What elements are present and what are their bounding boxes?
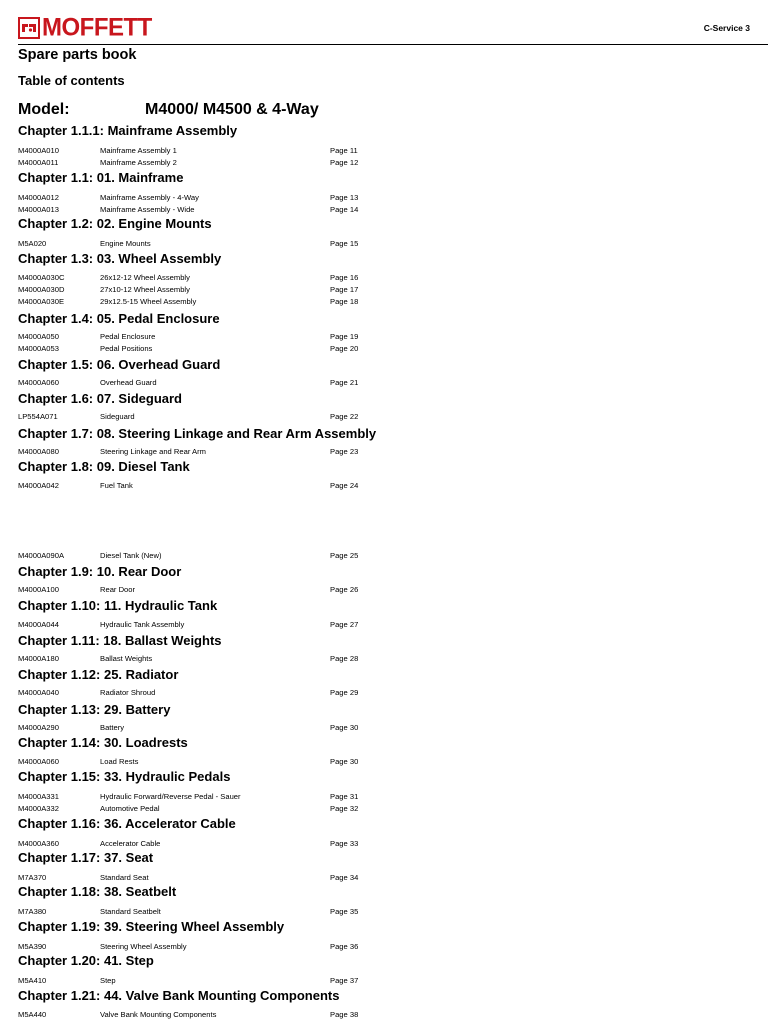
page-reference: Page 29	[330, 688, 359, 697]
part-number: M4000A040	[18, 688, 59, 697]
part-description: 29x12.5-15 Wheel Assembly	[100, 297, 197, 306]
chapter-heading: Chapter 1.16: 36. Accelerator Cable	[18, 816, 236, 831]
model-label: Model:	[18, 101, 70, 118]
part-number: M7A380	[18, 907, 47, 916]
service-label: C-Service 3	[703, 23, 750, 33]
page-reference: Page 37	[330, 976, 359, 985]
part-description: Standard Seat	[100, 873, 149, 882]
part-number: M4000A013	[18, 205, 59, 214]
part-number: M4000A332	[18, 804, 59, 813]
part-number: M4000A012	[18, 193, 59, 202]
part-row	[0, 343, 768, 355]
part-number: M4000A050	[18, 332, 59, 341]
part-description: Sideguard	[100, 412, 135, 421]
part-description: Mainframe Assembly 1	[100, 146, 177, 155]
part-number: M4000A044	[18, 620, 59, 629]
moffett-logo	[18, 13, 152, 42]
chapter-heading: Chapter 1.1: 01. Mainframe	[18, 170, 184, 185]
part-number: M4000A290	[18, 723, 59, 732]
part-number: M4000A010	[18, 146, 59, 155]
part-row	[0, 687, 768, 699]
chapter-heading: Chapter 1.21: 44. Valve Bank Mounting Components	[18, 988, 340, 1003]
part-description: Mainframe Assembly 2	[100, 158, 177, 167]
chapter-heading: Chapter 1.18: 38. Seatbelt	[18, 884, 177, 899]
part-row	[0, 331, 768, 343]
part-number: M4000A180	[18, 654, 59, 663]
header-divider	[18, 44, 768, 45]
chapter-heading: Chapter 1.14: 30. Loadrests	[18, 735, 188, 750]
part-number: M7A370	[18, 873, 47, 882]
page-reference: Page 27	[330, 620, 359, 629]
part-row	[0, 791, 768, 803]
page-reference: Page 30	[330, 723, 359, 732]
part-description: Hydraulic Tank Assembly	[100, 620, 185, 629]
toc-heading: Table of contents	[18, 73, 125, 88]
page-reference: Page 28	[330, 654, 359, 663]
chapter-heading: Chapter 1.5: 06. Overhead Guard	[18, 357, 221, 372]
chapter-heading: Chapter 1.12: 25. Radiator	[18, 667, 179, 682]
page-reference: Page 24	[330, 481, 359, 490]
part-number: M5A020	[18, 239, 47, 248]
part-description: Steering Linkage and Rear Arm	[100, 447, 206, 456]
part-row	[0, 480, 768, 492]
part-row	[0, 284, 768, 296]
page-reference: Page 19	[330, 332, 359, 341]
part-row	[0, 446, 768, 458]
page-reference: Page 11	[330, 146, 358, 155]
part-row	[0, 941, 768, 953]
part-number: M4000A030E	[18, 297, 65, 306]
part-description: Overhead Guard	[100, 378, 157, 387]
part-number: M4000A060	[18, 378, 59, 387]
part-row	[0, 906, 768, 918]
part-row	[0, 377, 768, 389]
part-number: M4000A331	[18, 792, 59, 801]
page-reference: Page 31	[330, 792, 359, 801]
part-number: M5A410	[18, 976, 47, 985]
page-reference: Page 13	[330, 193, 359, 202]
part-number: M4000A030C	[18, 273, 65, 282]
chapter-heading: Chapter 1.7: 08. Steering Linkage and Rear Arm Assembly	[18, 426, 377, 441]
part-row	[0, 411, 768, 423]
part-description: Diesel Tank (New)	[100, 551, 162, 560]
moffett-logo-icon	[18, 17, 40, 39]
part-number: M4000A090A	[18, 551, 65, 560]
part-description: Standard Seatbelt	[100, 907, 161, 916]
part-row	[0, 838, 768, 850]
chapter-heading: Chapter 1.11: 18. Ballast Weights	[18, 633, 222, 648]
chapter-heading: Chapter 1.15: 33. Hydraulic Pedals	[18, 769, 231, 784]
chapter-heading: Chapter 1.8: 09. Diesel Tank	[18, 459, 190, 474]
chapter-heading: Chapter 1.13: 29. Battery	[18, 702, 171, 717]
page-reference: Page 23	[330, 447, 359, 456]
part-row	[0, 145, 768, 157]
page-reference: Page 35	[330, 907, 359, 916]
chapter-heading: Chapter 1.4: 05. Pedal Enclosure	[18, 311, 220, 326]
part-row	[0, 550, 768, 562]
part-number: M4000A360	[18, 839, 59, 848]
part-description: Hydraulic Forward/Reverse Pedal - Sauer	[100, 792, 241, 801]
part-row	[0, 619, 768, 631]
part-row	[0, 296, 768, 308]
part-description: Pedal Positions	[100, 344, 153, 353]
part-description: Radiator Shroud	[100, 688, 156, 697]
part-description: Valve Bank Mounting Components	[100, 1010, 217, 1019]
page-reference: Page 22	[330, 412, 359, 421]
part-row	[0, 803, 768, 815]
page-reference: Page 15	[330, 239, 359, 248]
part-row	[0, 272, 768, 284]
part-description: Fuel Tank	[100, 481, 133, 490]
part-number: M4000A060	[18, 757, 59, 766]
part-row	[0, 872, 768, 884]
chapter-heading: Chapter 1.17: 37. Seat	[18, 850, 154, 865]
part-description: 27x10-12 Wheel Assembly	[100, 285, 190, 294]
chapter-heading: Chapter 1.9: 10. Rear Door	[18, 564, 182, 579]
part-row	[0, 653, 768, 665]
part-row	[0, 722, 768, 734]
page-reference: Page 20	[330, 344, 359, 353]
part-description: Step	[100, 976, 116, 985]
page-reference: Page 36	[330, 942, 359, 951]
document-title: Spare parts book	[18, 47, 137, 63]
part-row	[0, 238, 768, 250]
part-description: Automotive Pedal	[100, 804, 160, 813]
part-number: M4000A011	[18, 158, 59, 167]
part-number: M5A440	[18, 1010, 47, 1019]
chapter-heading: Chapter 1.19: 39. Steering Wheel Assembly	[18, 919, 285, 934]
page-reference: Page 34	[330, 873, 359, 882]
page-reference: Page 14	[330, 205, 359, 214]
part-number: M4000A030D	[18, 285, 65, 294]
part-description: Accelerator Cable	[100, 839, 161, 848]
page-reference: Page 12	[330, 158, 359, 167]
part-row	[0, 975, 768, 987]
part-description: Mainframe Assembly - Wide	[100, 205, 195, 214]
page-reference: Page 16	[330, 273, 359, 282]
part-number: M4000A053	[18, 344, 59, 353]
part-number: LP554A071	[18, 412, 58, 421]
part-description: Pedal Enclosure	[100, 332, 156, 341]
part-description: Rear Door	[100, 585, 136, 594]
page-reference: Page 26	[330, 585, 359, 594]
chapter-heading: Chapter 1.2: 02. Engine Mounts	[18, 216, 212, 231]
logo-wordmark: MOFFETT	[42, 13, 152, 42]
chapter-heading: Chapter 1.1.1: Mainframe Assembly	[18, 123, 238, 138]
part-description: Steering Wheel Assembly	[100, 942, 187, 951]
part-row	[0, 204, 768, 216]
part-number: M5A390	[18, 942, 47, 951]
part-number: M4000A100	[18, 585, 59, 594]
page-reference: Page 25	[330, 551, 359, 560]
chapter-heading: Chapter 1.10: 11. Hydraulic Tank	[18, 598, 218, 613]
chapter-heading: Chapter 1.20: 41. Step	[18, 953, 154, 968]
part-row	[0, 157, 768, 169]
page-reference: Page 21	[330, 378, 359, 387]
page-reference: Page 18	[330, 297, 359, 306]
part-number: M4000A080	[18, 447, 59, 456]
page-reference: Page 32	[330, 804, 359, 813]
page-reference: Page 30	[330, 757, 359, 766]
chapter-heading: Chapter 1.3: 03. Wheel Assembly	[18, 251, 222, 266]
page-reference: Page 38	[330, 1010, 359, 1019]
part-description: Mainframe Assembly - 4-Way	[100, 193, 199, 202]
page-reference: Page 17	[330, 285, 359, 294]
part-description: Load Rests	[100, 757, 139, 766]
part-description: Battery	[100, 723, 125, 732]
chapter-heading: Chapter 1.6: 07. Sideguard	[18, 391, 182, 406]
part-row	[0, 192, 768, 204]
part-number: M4000A042	[18, 481, 59, 490]
part-description: 26x12-12 Wheel Assembly	[100, 273, 190, 282]
part-row	[0, 756, 768, 768]
part-row	[0, 1009, 768, 1021]
part-description: Ballast Weights	[100, 654, 153, 663]
part-description: Engine Mounts	[100, 239, 151, 248]
part-row	[0, 584, 768, 596]
model-value: M4000/ M4500 & 4-Way	[145, 101, 319, 118]
page-reference: Page 33	[330, 839, 359, 848]
